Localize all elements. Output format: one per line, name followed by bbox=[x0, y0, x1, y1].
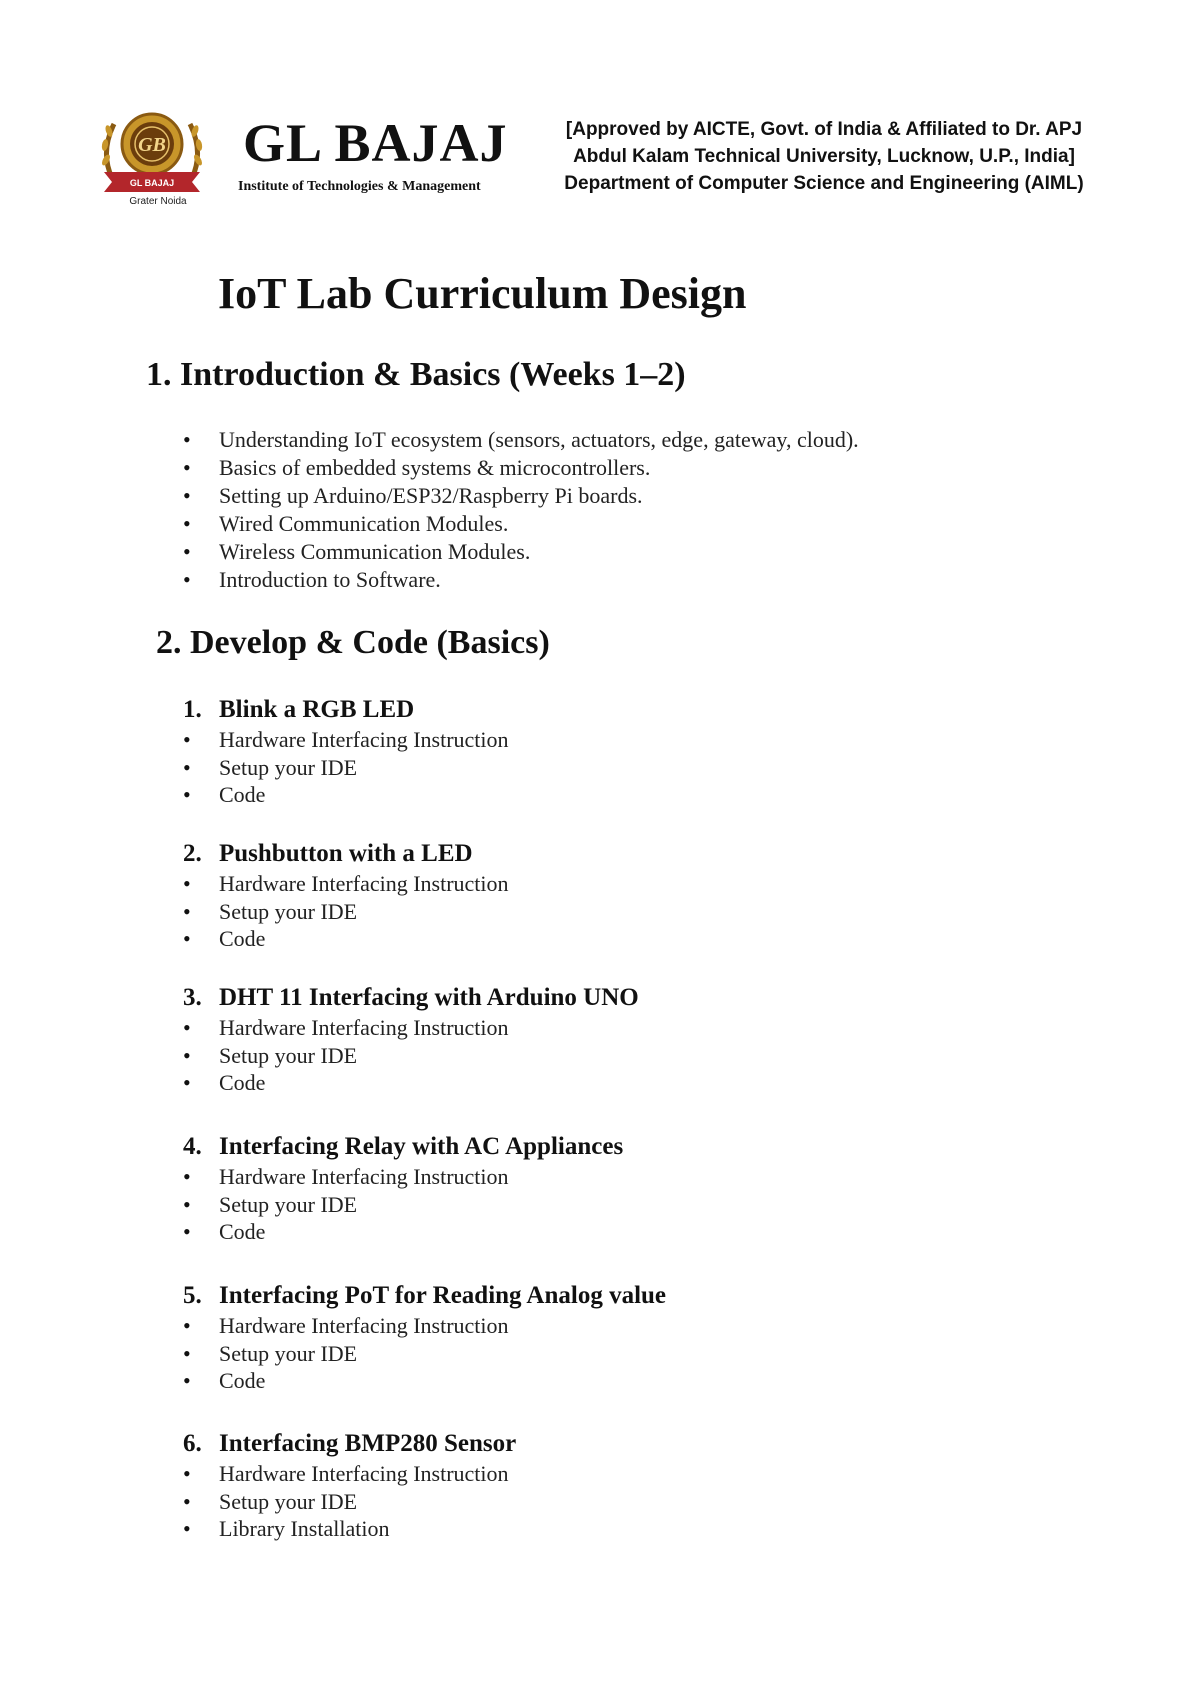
list-item: • Code bbox=[183, 925, 509, 953]
experiment-title bbox=[183, 694, 509, 726]
experiment-title bbox=[183, 1131, 623, 1163]
experiment-steps bbox=[183, 870, 509, 953]
section-1-list bbox=[183, 426, 859, 594]
experiment-title-text: Interfacing Relay with AC Appliances bbox=[219, 1133, 624, 1160]
experiment-title-text: DHT 11 Interfacing with Arduino UNO bbox=[219, 984, 639, 1011]
experiment-5 bbox=[183, 1280, 666, 1395]
list-item: • Setup your IDE bbox=[183, 1488, 516, 1516]
institute-name: GL BAJAJ bbox=[243, 113, 508, 173]
experiment-number: 1. bbox=[183, 696, 202, 723]
experiment-6 bbox=[183, 1428, 516, 1543]
document-title: IoT Lab Curriculum Design bbox=[218, 269, 747, 318]
experiment-title-text: Interfacing BMP280 Sensor bbox=[219, 1430, 517, 1457]
list-item: • Wireless Communication Modules. bbox=[183, 538, 859, 566]
list-item: • Hardware Interfacing Instruction bbox=[183, 870, 509, 898]
list-item: • Hardware Interfacing Instruction bbox=[183, 1460, 516, 1488]
affiliation-line-1: [Approved by AICTE, Govt. of India & Affiliated to Dr. APJ bbox=[565, 119, 1083, 140]
experiment-title bbox=[183, 1428, 516, 1460]
experiment-title bbox=[183, 838, 509, 870]
institute-subtitle: Institute of Technologies & Management bbox=[238, 179, 481, 194]
list-item: • Hardware Interfacing Instruction bbox=[183, 1312, 666, 1340]
experiment-number: 2. bbox=[183, 840, 202, 867]
list-item: • Understanding IoT ecosystem (sensors, actuators, edge, gateway, cloud). bbox=[183, 426, 859, 454]
affiliation-block bbox=[544, 116, 1104, 197]
experiment-2 bbox=[183, 838, 509, 953]
experiment-number: 5. bbox=[183, 1282, 202, 1309]
experiment-steps bbox=[183, 1312, 666, 1395]
list-item: • Setting up Arduino/ESP32/Raspberry Pi boards. bbox=[183, 482, 859, 510]
experiment-title-text: Interfacing PoT for Reading Analog value bbox=[219, 1282, 667, 1309]
list-item: • Basics of embedded systems & microcontrollers. bbox=[183, 454, 859, 482]
list-item: • Introduction to Software. bbox=[183, 566, 859, 594]
experiment-number: 4. bbox=[183, 1133, 202, 1160]
svg-text:GL BAJAJ: GL BAJAJ bbox=[129, 178, 175, 188]
experiment-title bbox=[183, 982, 639, 1014]
section-1-heading: 1. Introduction & Basics (Weeks 1–2) bbox=[146, 356, 686, 393]
list-item: • Setup your IDE bbox=[183, 1191, 623, 1219]
page-header bbox=[0, 0, 1200, 230]
logo-caption: Grater Noida bbox=[129, 196, 187, 207]
section-2-heading: 2. Develop & Code (Basics) bbox=[156, 624, 550, 661]
experiment-4 bbox=[183, 1131, 623, 1246]
experiment-steps bbox=[183, 1163, 623, 1246]
list-item: • Code bbox=[183, 1218, 623, 1246]
list-item: • Setup your IDE bbox=[183, 754, 509, 782]
experiment-title bbox=[183, 1280, 666, 1312]
experiment-number: 6. bbox=[183, 1430, 202, 1457]
department-name: Department of Computer Science and Engineering (AIML) bbox=[564, 173, 1084, 194]
list-item: • Hardware Interfacing Instruction bbox=[183, 726, 509, 754]
list-item: • Library Installation bbox=[183, 1515, 516, 1543]
experiment-steps bbox=[183, 1460, 516, 1543]
experiment-1 bbox=[183, 694, 509, 809]
list-item: • Setup your IDE bbox=[183, 898, 509, 926]
experiment-steps bbox=[183, 726, 509, 809]
list-item: • Hardware Interfacing Instruction bbox=[183, 1014, 639, 1042]
list-item: • Code bbox=[183, 781, 509, 809]
affiliation-line-2: Abdul Kalam Technical University, Lucknow, U.P., India] bbox=[573, 146, 1075, 167]
experiment-title-text: Pushbutton with a LED bbox=[219, 840, 473, 867]
experiment-3 bbox=[183, 982, 639, 1097]
experiment-title-text: Blink a RGB LED bbox=[219, 696, 415, 723]
experiment-number: 3. bbox=[183, 984, 202, 1011]
list-item: • Setup your IDE bbox=[183, 1340, 666, 1368]
list-item: • Hardware Interfacing Instruction bbox=[183, 1163, 623, 1191]
experiment-steps bbox=[183, 1014, 639, 1097]
svg-text:GB: GB bbox=[138, 134, 166, 156]
list-item: • Code bbox=[183, 1367, 666, 1395]
list-item: • Code bbox=[183, 1069, 639, 1097]
list-item: • Setup your IDE bbox=[183, 1042, 639, 1070]
list-item: • Wired Communication Modules. bbox=[183, 510, 859, 538]
